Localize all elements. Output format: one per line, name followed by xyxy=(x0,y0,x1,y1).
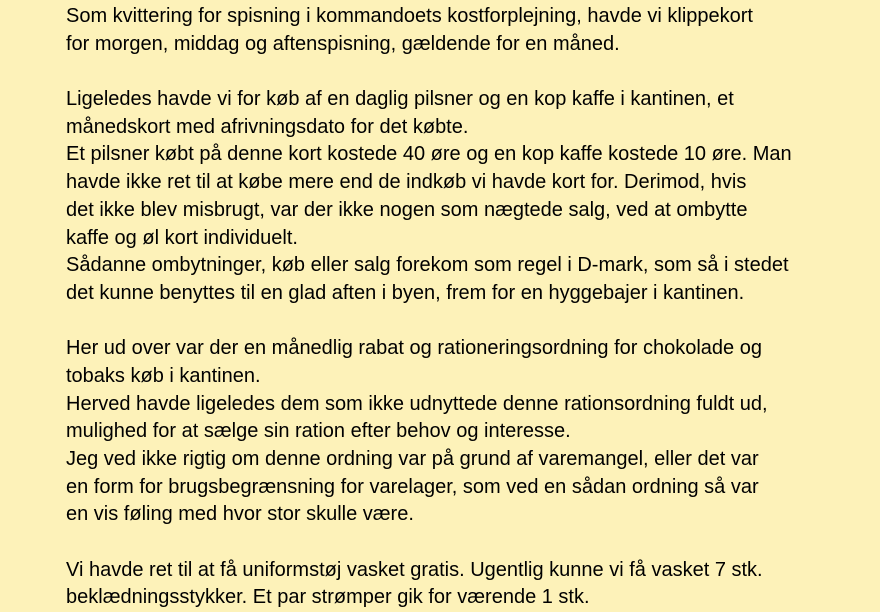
text-line: beklædningsstykker. Et par strømper gik for værende 1 stk. xyxy=(66,586,590,609)
paragraph-kantine-kort xyxy=(66,86,880,308)
document-text xyxy=(66,3,880,612)
text-line: Ligeledes havde vi for køb af en daglig pilsner og en kop kaffe i kantinen, et xyxy=(66,88,734,111)
paragraph-gap xyxy=(66,529,880,557)
text-line: månedskort med afrivningsdato for det købte. xyxy=(66,115,469,138)
paragraph-rationering xyxy=(66,335,880,529)
paragraph-vask xyxy=(66,557,880,612)
paragraph-gap xyxy=(66,308,880,336)
text-line: Som kvittering for spisning i kommandoets kostforplejning, havde vi klippekort xyxy=(66,5,753,27)
paragraph-gap xyxy=(66,58,880,86)
text-line: Et pilsner købt på denne kort kostede 40 øre og en kop kaffe kostede 10 øre. Man xyxy=(66,143,792,166)
text-line: kaffe og øl kort individuelt. xyxy=(66,226,298,249)
text-line: Herved havde ligeledes dem som ikke udnyttede denne rationsordning fuldt ud, xyxy=(66,392,768,415)
text-line: en vis føling med hvor stor skulle være. xyxy=(66,503,414,526)
text-line: Jeg ved ikke rigtig om denne ordning var på grund af varemangel, eller det var xyxy=(66,448,759,470)
text-line: en form for brugsbegrænsning for varelager, som ved en sådan ordning så var xyxy=(66,475,759,498)
text-line: det kunne benyttes til en glad aften i byen, frem for en hyggebajer i kantinen. xyxy=(66,281,745,304)
text-line: Sådanne ombytninger, køb eller salg forekom som regel i D-mark, som så i stedet xyxy=(66,254,789,277)
text-line: tobaks køb i kantinen. xyxy=(66,364,261,387)
text-line: det ikke blev misbrugt, var der ikke nogen som nægtede salg, ved at ombytte xyxy=(66,198,748,221)
text-line: Her ud over var der en månedlig rabat og rationeringsordning for chokolade og xyxy=(66,337,762,360)
text-line: for morgen, middag og aftenspisning, gældende for en måned. xyxy=(66,32,620,55)
paragraph-kostforplejning xyxy=(66,3,880,58)
text-line: Vi havde ret til at få uniformstøj vasket gratis. Ugentlig kunne vi få vasket 7 stk. xyxy=(66,558,763,581)
text-line: havde ikke ret til at købe mere end de indkøb vi havde kort for. Derimod, hvis xyxy=(66,171,747,194)
text-line: mulighed for at sælge sin ration efter behov og interesse. xyxy=(66,420,571,443)
